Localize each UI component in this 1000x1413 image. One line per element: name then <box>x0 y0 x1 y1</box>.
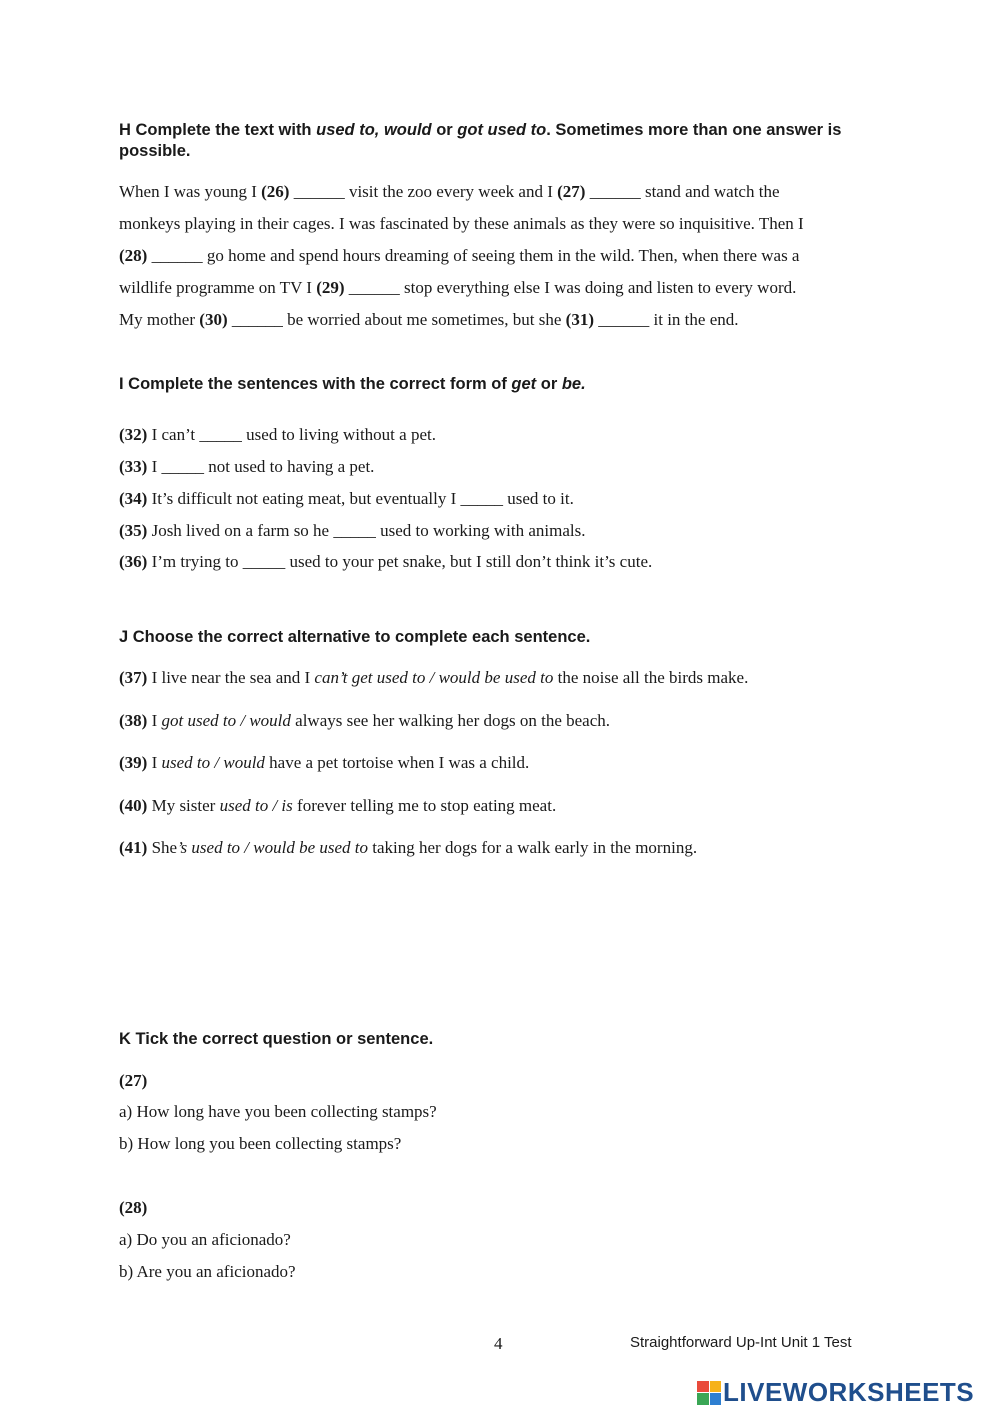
item-number: (31) <box>565 310 594 329</box>
exercise-item: (36) I’m trying to _____ used to your pet snake, but I still don’t think it’s cute. <box>119 552 653 571</box>
alternative-choice: used to / is <box>219 796 293 815</box>
paragraph-line: When I was young I (26) ______ visit the zoo every week and I (27) ______ stand and watch the <box>119 182 780 201</box>
heading-emphasis: used to, would <box>316 121 432 139</box>
item-number: (41) <box>119 838 148 857</box>
alternative-choice: ’s used to / would be used to <box>177 838 369 857</box>
item-number: (36) <box>119 552 148 571</box>
option-b[interactable]: b) How long you been collecting stamps? <box>119 1134 402 1153</box>
alternative-choice: can’t get used to / would be used to <box>314 668 554 687</box>
option-a[interactable]: a) How long have you been collecting stamps? <box>119 1102 437 1121</box>
heading-text: or <box>431 121 458 139</box>
item-number: (26) <box>261 182 290 201</box>
item-number: (30) <box>199 310 228 329</box>
page-number: 4 <box>494 1334 503 1353</box>
heading-emphasis: got used to <box>457 121 547 139</box>
paragraph-line: My mother (30) ______ be worried about me sometimes, but she (31) ______ it in the end. <box>119 310 739 329</box>
item-number: (35) <box>119 521 148 540</box>
exercise-item: (38) I got used to / would always see her walking her dogs on the beach. <box>119 711 611 730</box>
item-number: (37) <box>119 668 148 687</box>
exercise-item: (34) It’s difficult not eating meat, but eventually I _____ used to it. <box>119 489 574 508</box>
paragraph-line: monkeys playing in their cages. I was fascinated by these animals as they were so inquisitive. Then I <box>119 214 804 233</box>
footer-title: Straightforward Up-Int Unit 1 Test <box>630 1334 852 1351</box>
item-number: (32) <box>119 425 148 444</box>
exercise-item: (37) I live near the sea and I can’t get used to / would be used to the noise all the birds make. <box>119 668 749 687</box>
question-number: (27) <box>119 1071 148 1090</box>
exercise-item: (32) I can’t _____ used to living without a pet. <box>119 425 436 444</box>
paragraph-line: (28) ______ go home and spend hours dreaming of seeing them in the wild. Then, when there was a <box>119 246 800 265</box>
section-j-heading: J Choose the correct alternative to complete each sentence. <box>119 628 591 646</box>
alternative-choice: got used to / would <box>161 711 291 730</box>
option-a[interactable]: a) Do you an aficionado? <box>119 1230 291 1249</box>
item-number: (29) <box>316 278 345 297</box>
item-number: (27) <box>557 182 586 201</box>
item-number: (33) <box>119 457 148 476</box>
item-number: (39) <box>119 753 148 772</box>
item-number: (38) <box>119 711 148 730</box>
paragraph-line: wildlife programme on TV I (29) ______ stop everything else I was doing and listen to every word. <box>119 278 797 297</box>
exercise-item: (41) She’s used to / would be used to taking her dogs for a walk early in the morning. <box>119 838 698 857</box>
item-number: (40) <box>119 796 148 815</box>
item-number: (28) <box>119 246 148 265</box>
brand-text: LIVEWORKSHEETS <box>723 1377 975 1407</box>
alternative-choice: used to / would <box>161 753 265 772</box>
liveworksheets-logo-icon <box>697 1381 721 1405</box>
section-i-heading: I Complete the sentences with the correct form of get or be. <box>119 375 586 393</box>
item-number: (34) <box>119 489 148 508</box>
section-h-heading <box>119 120 879 162</box>
section-k-heading: K Tick the correct question or sentence. <box>119 1030 434 1048</box>
exercise-item: (40) My sister used to / is forever telling me to stop eating meat. <box>119 796 557 815</box>
liveworksheets-brand[interactable] <box>697 1377 974 1408</box>
exercise-item: (35) Josh lived on a farm so he _____ used to working with animals. <box>119 521 586 540</box>
option-b[interactable]: b) Are you an aficionado? <box>119 1262 296 1281</box>
exercise-item: (33) I _____ not used to having a pet. <box>119 457 375 476</box>
heading-text: . Sometimes more than one answer is possible. <box>119 121 842 160</box>
exercise-item: (39) I used to / would have a pet tortoise when I was a child. <box>119 753 530 772</box>
heading-text: H Complete the text with <box>119 121 317 139</box>
question-number: (28) <box>119 1198 148 1217</box>
